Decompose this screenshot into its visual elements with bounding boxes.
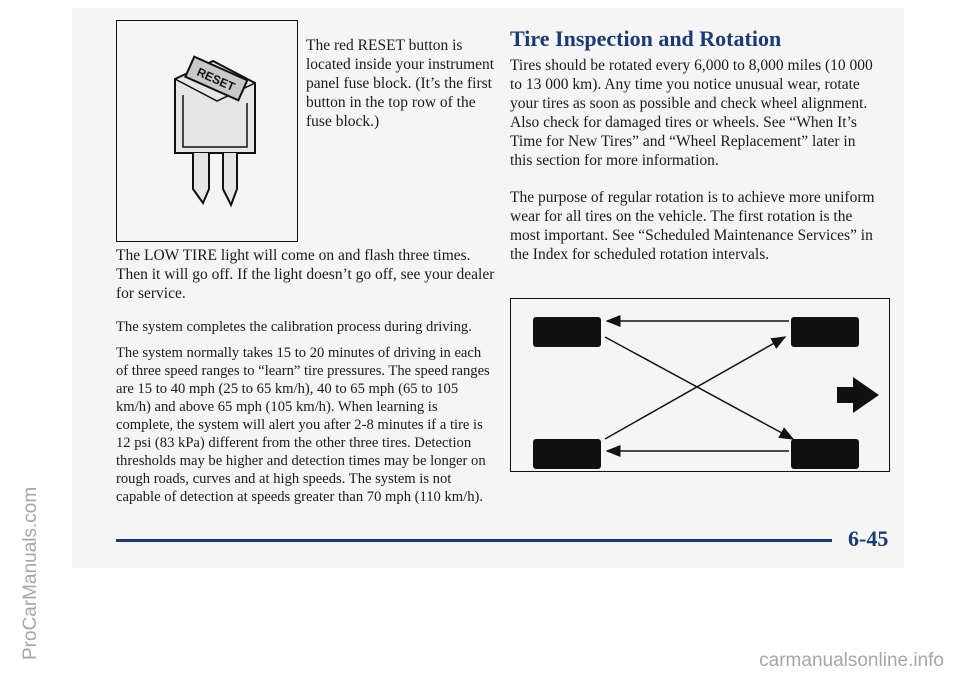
calibration-paragraph: The system completes the calibration process during driving. (116, 319, 472, 335)
tire-front-left (533, 317, 601, 347)
side-watermark-text: ProCarManuals.com (20, 486, 41, 660)
rotation-illustration (511, 299, 889, 471)
bottom-watermark: carmanualsonline.info (759, 650, 944, 671)
forward-direction-icon (837, 377, 879, 413)
side-watermark (2, 80, 41, 660)
low-tire-paragraph: The LOW TIRE light will come on and flash three times. Then it will go off. If the light doesn’t go off, see your dealer for service. (116, 247, 495, 302)
tire-rear-left (533, 439, 601, 469)
fuse-prong-left (193, 153, 209, 203)
tire-rotation-diagram (510, 298, 890, 472)
tire-front-right (791, 317, 859, 347)
tire-rear-right (791, 439, 859, 469)
fuse-prong-right (223, 153, 237, 205)
rotation-paragraph-2: The purpose of regular rotation is to achieve more uniform wear for all tires on the vehicle. The first rotation is the most important. See “Scheduled Maintenance Services” in the Index for scheduled rotation intervals. (510, 189, 875, 263)
rotation-paragraph-1: Tires should be rotated every 6,000 to 8,000 miles (10 000 to 13 000 km). Any time you notice unusual wear, rotate your tires as soon as possible and check wheel alignment. Also check for damaged tires or wheels. See “When It’s Time for New Tires” and “Wheel Replacement” later in this section for more information. (510, 57, 873, 169)
reset-button-label: RESET (194, 64, 238, 94)
reset-button-figure (116, 20, 298, 242)
section-heading: Tire Inspection and Rotation (510, 26, 782, 51)
footer-rule (116, 539, 832, 542)
page-number: 6-45 (848, 526, 889, 551)
fuse-illustration (117, 21, 297, 241)
fuse-caption: The red RESET button is located inside your instrument panel fuse block. (It’s the first button in the top row of the fuse block.) (306, 36, 495, 130)
learning-paragraph: The system normally takes 15 to 20 minutes of driving in each of three speed ranges to “learn” tire pressures. The speed ranges are 15 to 40 mph (25 to 65 km/h), 40 to 65 mph (65 to 105 km/h) and above 65 mph (105 km/h). When learning is complete, the system will alert you after 2-8 minutes if a tire is 12 psi (83 kPa) different from the other three tires. Detection thresholds may be higher and detection times may be longer on rough roads, curves and at high speeds. The system is not capable of detection at speeds greater than 70 mph (110 km/h). (116, 345, 490, 505)
